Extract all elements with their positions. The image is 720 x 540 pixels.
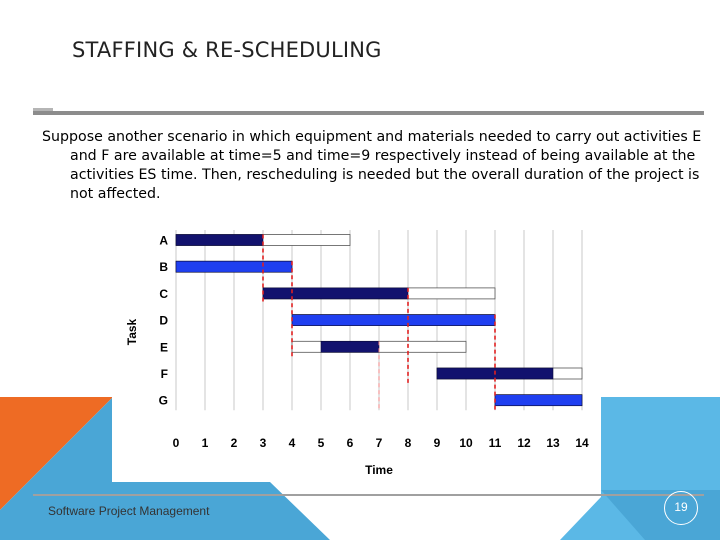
x-tick-label-8: 8 — [404, 436, 412, 450]
x-tick-label-2: 2 — [230, 436, 238, 450]
x-tick-label-9: 9 — [433, 436, 441, 450]
task-label-C: C — [159, 286, 168, 301]
x-tick-label-10: 10 — [459, 436, 473, 450]
x-tick-label-0: 0 — [172, 436, 180, 450]
task-bar-G — [495, 395, 582, 406]
page-number: 19 — [664, 491, 698, 525]
x-tick-label-11: 11 — [488, 436, 502, 450]
task-bar-D — [292, 315, 495, 326]
x-tick-label-4: 4 — [288, 436, 296, 450]
task-label-B: B — [159, 260, 168, 275]
gantt-chart-panel — [112, 222, 601, 482]
title-rule — [33, 111, 704, 115]
y-axis-label: Task — [125, 318, 139, 346]
x-tick-label-6: 6 — [346, 436, 354, 450]
slide-title: STAFFING & RE-SCHEDULING — [72, 38, 382, 62]
task-bar-B — [176, 261, 292, 272]
task-bar-A — [176, 235, 263, 246]
x-tick-label-3: 3 — [259, 436, 267, 450]
task-label-A: A — [159, 233, 168, 248]
task-label-G: G — [158, 393, 168, 408]
task-label-D: D — [159, 313, 168, 328]
footer-rule — [33, 494, 704, 496]
x-tick-label-13: 13 — [546, 436, 560, 450]
x-tick-label-12: 12 — [517, 436, 531, 450]
task-label-F: F — [160, 367, 168, 381]
footer-text: Software Project Management — [48, 504, 210, 518]
gantt-chart — [112, 222, 601, 482]
x-tick-label-1: 1 — [201, 436, 209, 450]
body-paragraph: Suppose another scenario in which equipment and materials needed to carry out activities E and F are available at time=5 and time=9 respectively instead of being available at the activities ES time. Then, rescheduling is needed but the overall duration of the project is not affected. — [42, 129, 702, 202]
task-bar-C — [263, 288, 408, 299]
x-tick-label-14: 14 — [575, 436, 589, 450]
x-tick-label-7: 7 — [375, 436, 383, 450]
task-label-E: E — [159, 340, 168, 355]
x-tick-label-5: 5 — [317, 436, 325, 450]
x-axis-label: Time — [365, 463, 393, 477]
task-bar-E — [321, 341, 379, 352]
